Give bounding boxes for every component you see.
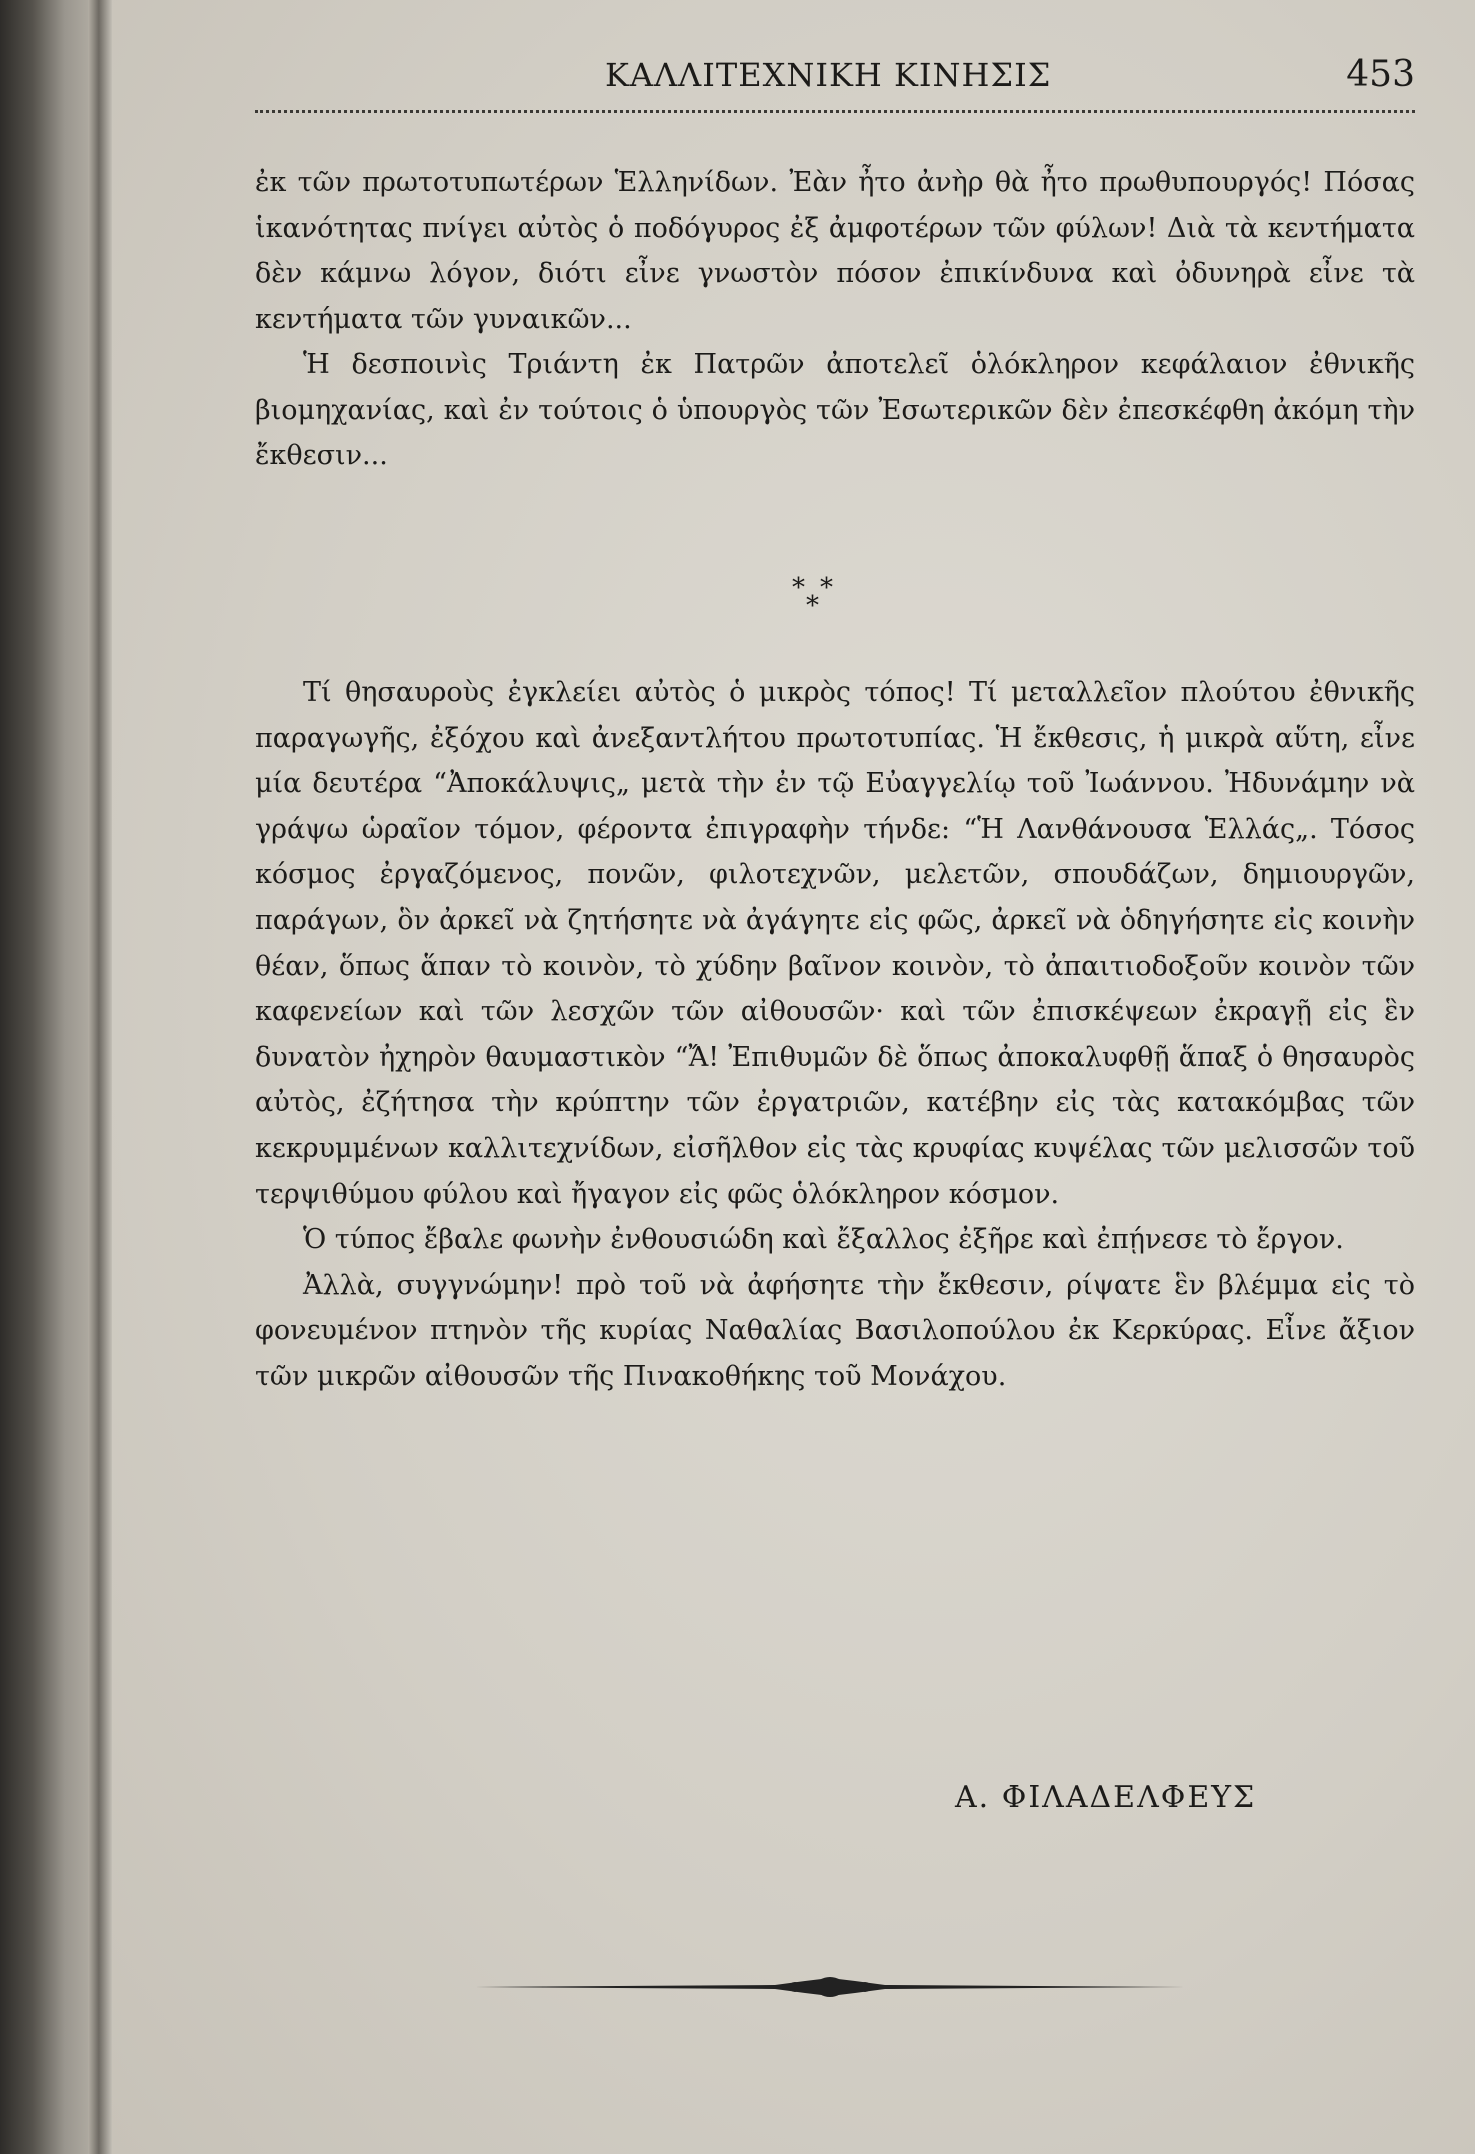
running-title: ΚΑΛΛΙΤΕΧΝΙΚΗ ΚΙΝΗΣΙΣ [605,56,1052,94]
ornament-rule [475,1977,1185,1997]
paragraph: Ὁ τύπος ἔβαλε φωνὴν ἐνθουσιώδη καὶ ἔξαλλος ἐξῆρε καὶ ἐπῄνεσε τὸ ἔργον. [303,1224,1344,1256]
page-header [255,48,1415,108]
header-rule [255,110,1415,113]
asterisk: * [792,573,805,603]
author-signature: Α. ΦΙΛΑΔΕΛΦΕΥΣ [955,1780,1257,1815]
gutter-edge [88,0,112,2154]
paragraph: Ἡ δεσποινὶς Τριάντη ἐκ Πατρῶν ἀποτελεῖ ὁλόκληρον κεφάλαιον ἐθνικῆς βιομηχανίας, καὶ ἐν τούτοις ὁ ὑπουργὸς τῶν Ἐσωτερικῶν δὲν ἐπεσκέφθη ἀκόμη τὴν ἔκθεσιν... [255,349,1415,471]
end-ornament [475,1975,1185,1999]
asterism-divider [790,575,850,635]
paragraph: Τί θησαυροὺς ἐγκλείει αὐτὸς ὁ μικρὸς τόπος! Τί μεταλλεῖον πλούτου ἐθνικῆς παραγωγῆς, ἐξόχου καὶ ἀνεξαντλήτου πρωτοτυπίας. Ἡ ἔκθεσις, ἡ μικρὰ αὕτη, εἶνε μία δευτέρα “Ἀποκάλυψις„ μετὰ τὴν ἐν τῷ Εὐαγγελίῳ τοῦ Ἰωάννου. Ἠδυνάμην νὰ γράψω ὡραῖον τόμον, φέροντα ἐπιγραφὴν τήνδε: “Ἡ Λανθάνουσα Ἑλλάς„. Τόσος κόσμος ἐργαζόμενος, πονῶν, φιλοτεχνῶν, μελετῶν, σπουδάζων, δημιουργῶν, παράγων, ὃν ἀρκεῖ νὰ ζητήσητε νὰ ἀγάγητε εἰς φῶς, ἀρκεῖ νὰ ὁδηγήσητε εἰς κοινὴν θέαν, ὅπως ἅπαν τὸ κοινὸν, τὸ χύδην βαῖνον κοινὸν, τὸ ἀπαιτιοδοξοῦν κοινὸν τῶν καφενείων καὶ τῶν λεσχῶν τῶν αἰθουσῶν· καὶ τῶν ἐπισκέψεων ἐκραγῇ εἰς ἓν δυνατὸν ἠχηρὸν θαυμαστικὸν “Ἄ! Ἐπιθυμῶν δὲ ὅπως ἀποκαλυφθῇ ἅπαξ ὁ θησαυρὸς αὐτὸς, ἐζήτησα τὴν κρύπτην τῶν ἐργατριῶν, κατέβην εἰς τὰς κατακόμβας τῶν κεκρυμμένων καλλιτεχνίδων, εἰσῆλθον εἰς τὰς κρυφίας κυψέλας τῶν μελισσῶν τοῦ τερψιθύμου φύλου καὶ ἤγαγον εἰς φῶς ὁλόκληρον κόσμον. [255,677,1415,1210]
paragraph: Ἀλλὰ, συγγνώμην! πρὸ τοῦ νὰ ἀφήσητε τὴν ἔκθεσιν, ρίψατε ἓν βλέμμα εἰς τὸ φονευμένον πτηνὸν τῆς κυρίας Ναθαλίας Βασιλοπούλου ἐκ Κερκύρας. Εἶνε ἄξιον τῶν μικρῶν αἰθουσῶν τῆς Πινακοθήκης τοῦ Μονάχου. [255,1269,1415,1392]
page-number: 453 [1346,54,1415,95]
asterisk: * [820,573,833,603]
section-two-text [255,670,1415,1400]
section-one-text [255,160,1415,479]
paragraph: ἐκ τῶν πρωτοτυπωτέρων Ἑλληνίδων. Ἐὰν ἦτο ἀνὴρ θὰ ἦτο πρωθυπουργός! Πόσας ἱκανότητας πνίγει αὐτὸς ὁ ποδόγυρος ἐξ ἀμφοτέρων τῶν φύλων! Διὰ τὰ κεντήματα δὲν κάμνω λόγον, διότι εἶνε γνωστὸν πόσον ἐπικίνδυνα καὶ ὀδυνηρὰ εἶνε τὰ κεντήματα τῶν γυναικῶν... [255,167,1415,335]
asterisk: * [806,591,819,621]
